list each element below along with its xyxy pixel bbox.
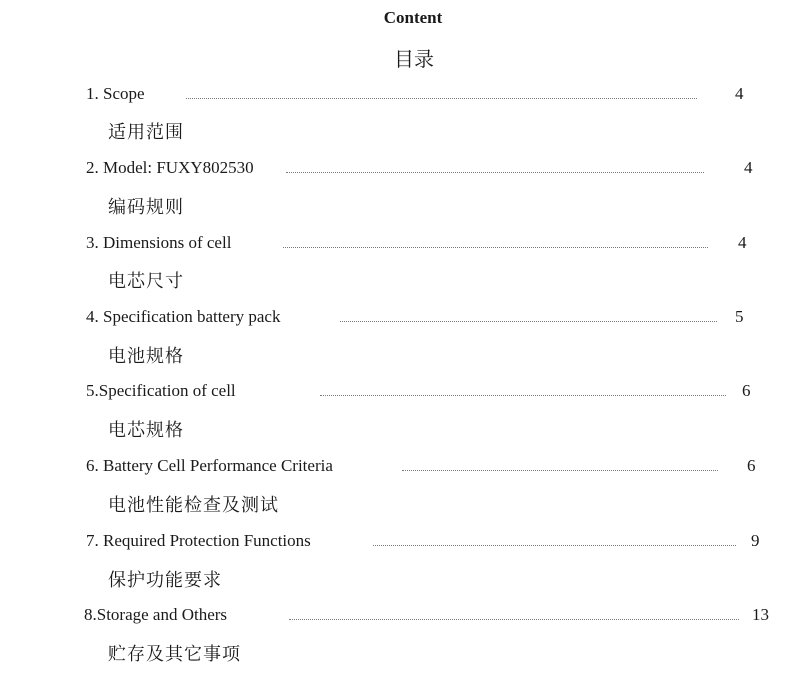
toc-leader-dots: [186, 98, 697, 99]
toc-page-number: 6: [747, 456, 756, 475]
toc-entry-label: 6. Battery Cell Performance Criteria: [86, 456, 333, 475]
toc-page-number: 4: [744, 158, 753, 177]
toc-entry-label: 8.Storage and Others: [84, 605, 228, 624]
toc-leader-dots: [286, 172, 704, 173]
toc-entry-subtitle: 电池性能检查及测试: [108, 495, 279, 516]
toc-leader-dots: [289, 619, 739, 620]
toc-entry-label: 4. Specification battery pack: [86, 307, 281, 326]
toc-entry-storage[interactable]: [0, 605, 800, 629]
toc-entry-model[interactable]: [0, 158, 800, 182]
toc-leader-dots: [373, 545, 736, 546]
toc-page-number: 4: [735, 84, 744, 103]
toc-entry-battery-pack[interactable]: [0, 307, 800, 331]
toc-entry-label: 7. Required Protection Functions: [86, 531, 311, 550]
toc-entry-label: 3. Dimensions of cell: [86, 233, 232, 252]
toc-entry-subtitle: 适用范围: [108, 122, 184, 143]
toc-entry-subtitle: 电池规格: [108, 346, 184, 367]
toc-leader-dots: [283, 247, 708, 248]
document-title: Content: [383, 8, 443, 27]
toc-page-number: 4: [738, 233, 747, 252]
toc-entry-subtitle: 电芯尺寸: [108, 271, 184, 292]
toc-leader-dots: [320, 395, 726, 396]
toc-entry-cell-spec[interactable]: [0, 381, 800, 405]
toc-entry-label: 2. Model: FUXY802530: [86, 158, 254, 177]
toc-entry-label: 1. Scope: [86, 84, 145, 103]
toc-entry-performance[interactable]: [0, 456, 800, 480]
toc-page-number: 9: [751, 531, 760, 550]
toc-entry-subtitle: 贮存及其它事项: [108, 644, 241, 665]
toc-entry-subtitle: 保护功能要求: [108, 570, 222, 591]
toc-entry-scope[interactable]: [0, 84, 800, 108]
toc-leader-dots: [402, 470, 718, 471]
toc-entry-label: 5.Specification of cell: [86, 381, 236, 400]
toc-page-number: 5: [735, 307, 744, 326]
toc-entry-subtitle: 编码规则: [108, 197, 184, 218]
toc-page-number: 13: [752, 605, 769, 624]
toc-entry-dimensions[interactable]: [0, 233, 800, 257]
toc-entry-subtitle: 电芯规格: [108, 420, 184, 441]
toc-entry-protection[interactable]: [0, 531, 800, 555]
toc-leader-dots: [340, 321, 717, 322]
document-subtitle: 目录: [394, 47, 434, 71]
toc-page-number: 6: [742, 381, 751, 400]
